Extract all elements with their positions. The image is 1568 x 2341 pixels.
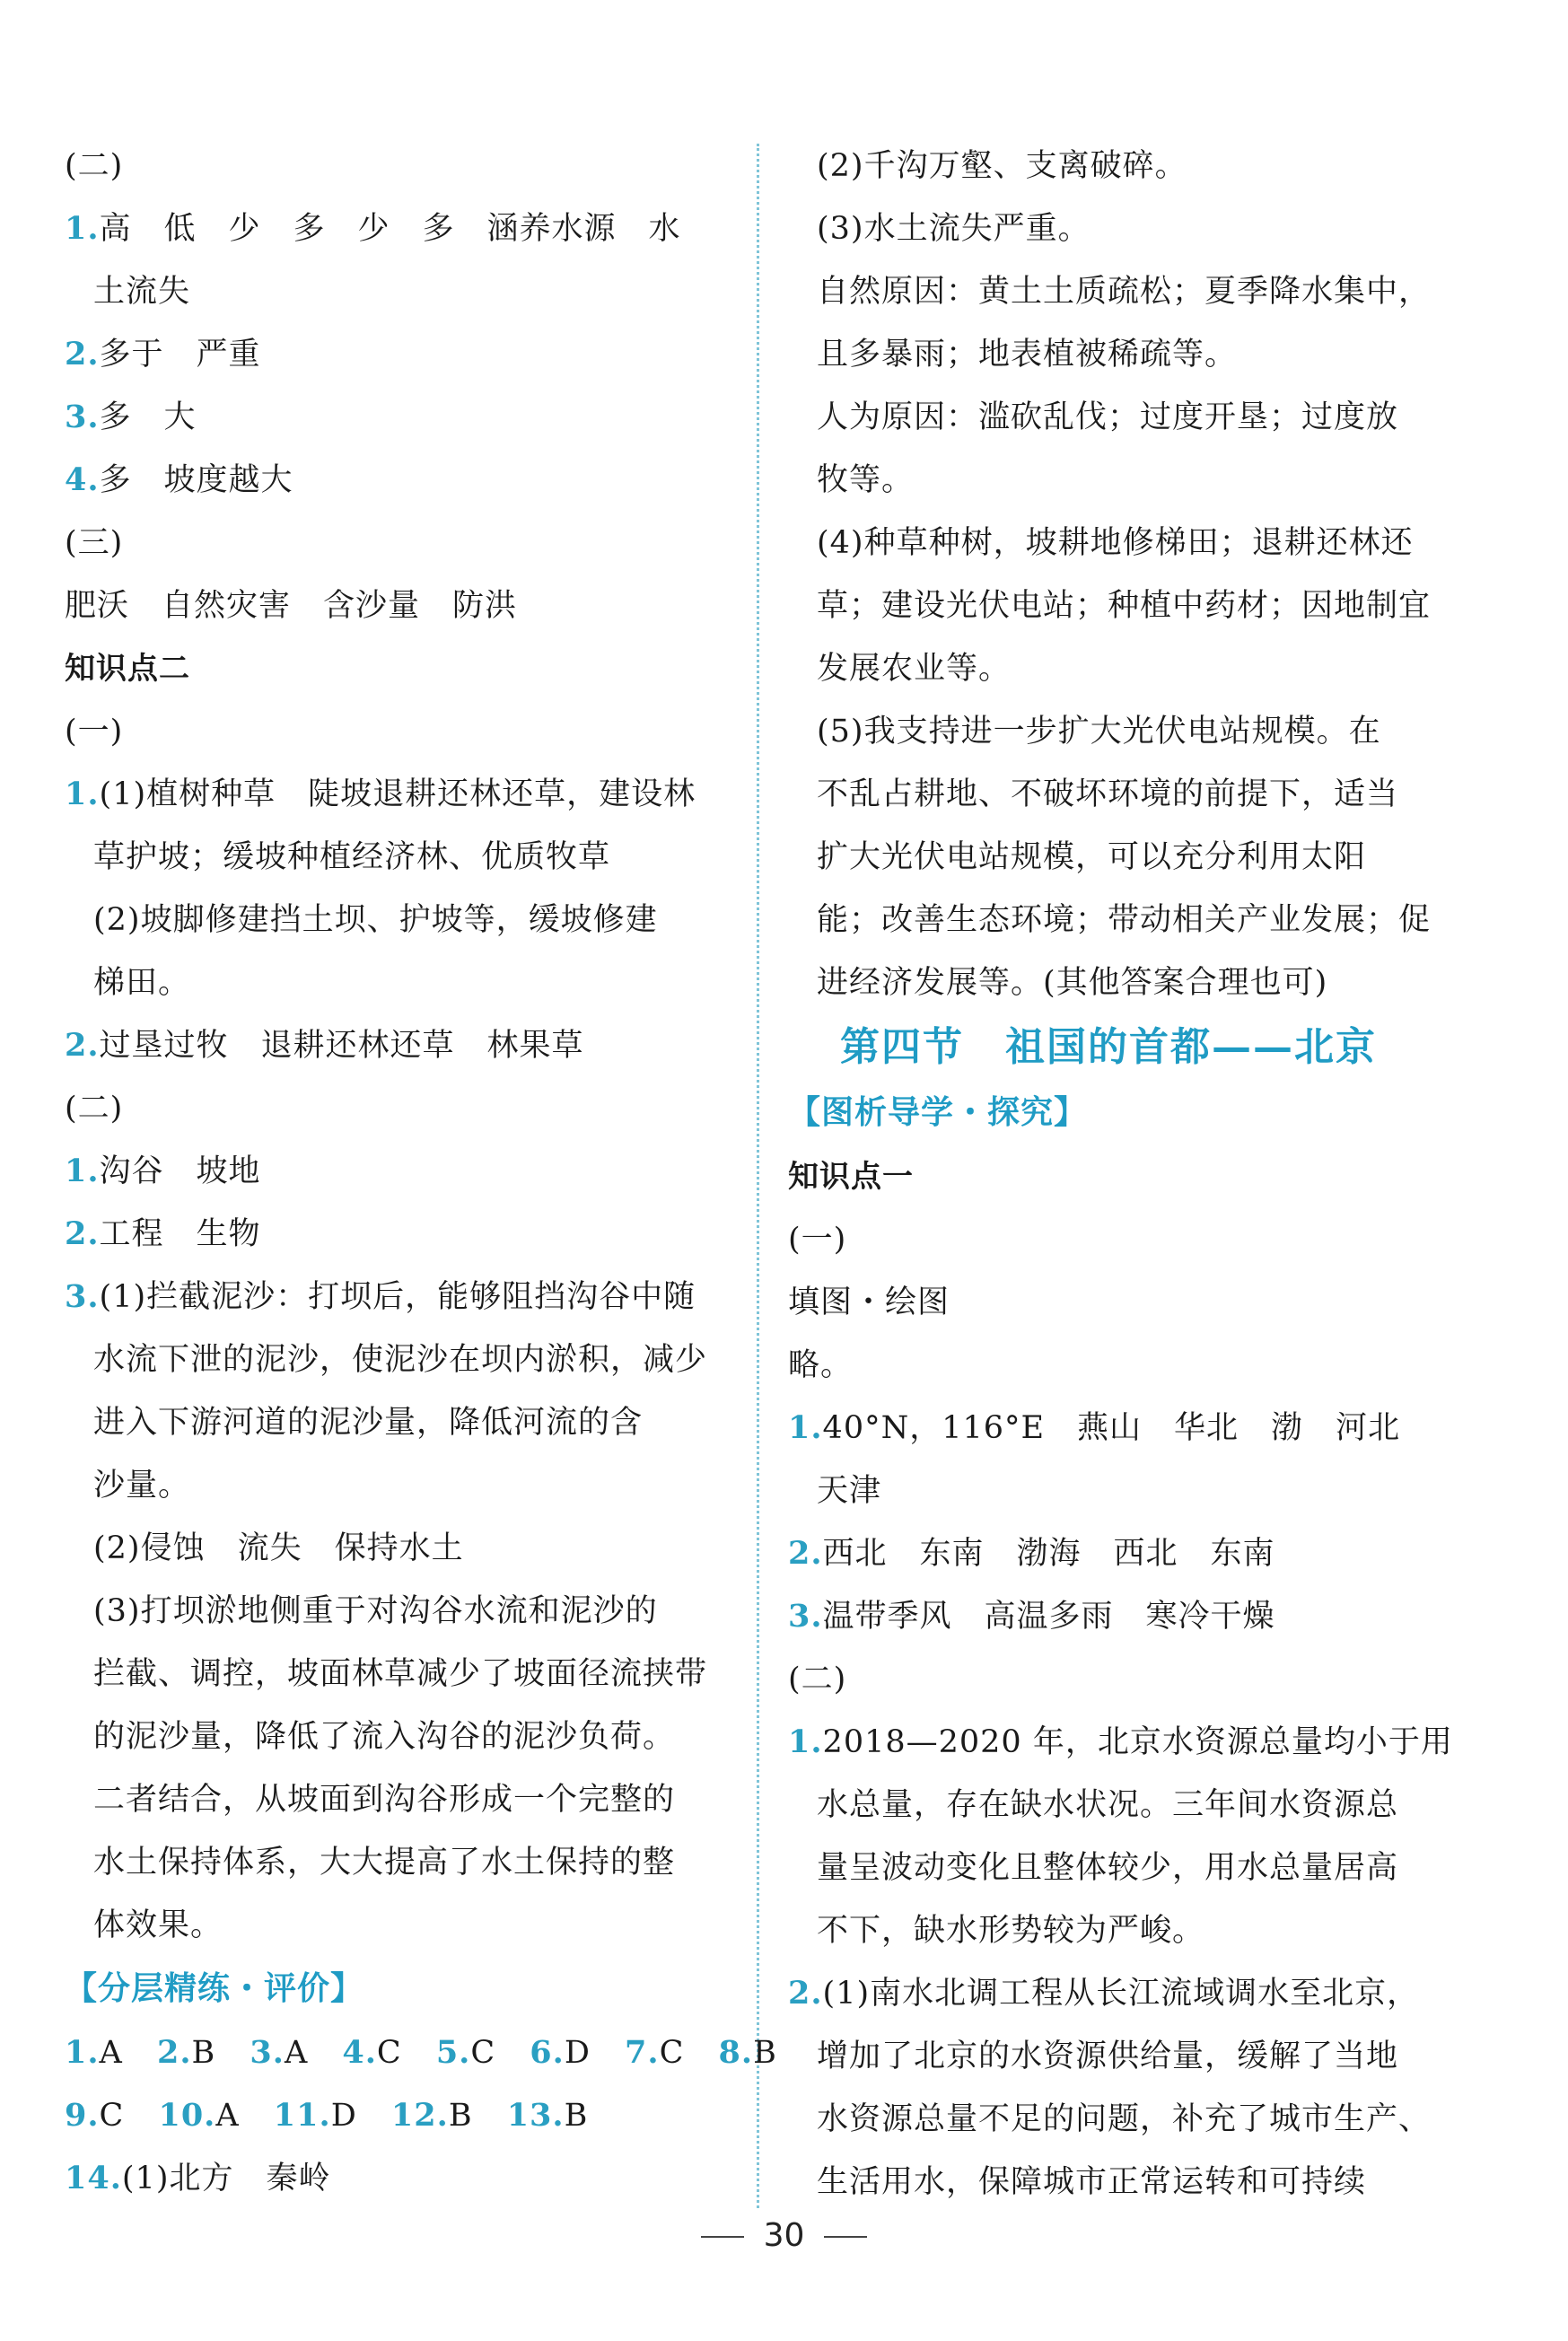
item-number: 2.: [788, 1535, 823, 1572]
answer-line: [65, 197, 729, 260]
left-column: [65, 135, 777, 2210]
answer-text: 温带季风 高温多雨 寒冷干燥: [822, 1599, 1275, 1635]
text-line: (2)坡脚修建挡土坝、护坡等，缓坡修建: [93, 902, 658, 938]
text-line: 人为原因：滥砍乱伐；过度开垦；过度放: [817, 399, 1399, 435]
answer-text: 40°N，116°E 燕山 华北 渤 河北: [822, 1410, 1401, 1446]
text-line: 扩大光伏电站规模，可以充分利用太阳: [817, 839, 1367, 875]
answer-line: [788, 1711, 1461, 1774]
text-line: 能；改善生态环境；带动相关产业发展；促: [817, 902, 1432, 938]
section-banner-study: 【图析导学・探究】: [788, 1094, 1088, 1131]
text-line: 生活用水，保障城市正常运转和可持续: [817, 2164, 1367, 2200]
text-line: 水土保持体系，大大提高了水土保持的整: [93, 1845, 676, 1881]
item-number: 3.: [65, 399, 100, 435]
text-line: 草；建设光伏电站；种植中药材；因地制宜: [817, 588, 1432, 624]
section-title: 第四节 祖国的首都——北京: [840, 1024, 1377, 1070]
section-banner-practice: 【分层精练・评价】: [65, 1970, 364, 2007]
text-line: (二): [65, 148, 124, 184]
text-line: (4)种草种树，坡耕地修梯田；退耕还林还: [817, 525, 1414, 561]
answer-text: 多 坡度越大: [99, 462, 293, 498]
answer-text: 过垦过牧 退耕还林还草 林果草: [99, 1028, 584, 1064]
answer-text: 高 低 少 多 少 多 涵养水源 水: [99, 211, 681, 247]
item-number: 9.: [65, 2097, 100, 2134]
text-line: (一): [788, 1222, 847, 1258]
text-line: (3)打坝淤地侧重于对沟谷水流和泥沙的: [93, 1593, 658, 1629]
item-number: 8.: [718, 2034, 754, 2071]
choice-answer: B: [191, 2035, 216, 2071]
choice-answer: B: [564, 2098, 589, 2134]
footer-dash-right: [824, 2236, 867, 2238]
item-number: 1.: [65, 1153, 100, 1189]
answer-line: [788, 1585, 1461, 1648]
text-line: 草护坡；缓坡种植经济林、优质牧草: [93, 839, 611, 875]
answer-text: 2018—2020 年，北京水资源总量均小于用: [822, 1724, 1453, 1760]
choice-answers-row-2: [65, 2084, 729, 2147]
answer-line: [65, 449, 729, 512]
text-line: 肥沃 自然灾害 含沙量 防洪: [65, 588, 518, 624]
item-number: 3.: [250, 2034, 285, 2071]
text-line: 沙量。: [93, 1468, 191, 1504]
text-line: (一): [65, 714, 124, 750]
item-number: 2.: [788, 1975, 823, 2012]
answer-line: [65, 1266, 729, 1328]
knowledge-point-heading: 知识点二: [65, 651, 190, 687]
text-line: 的泥沙量，降低了流入沟谷的泥沙负荷。: [93, 1719, 676, 1755]
text-line: 梯田。: [93, 965, 191, 1001]
text-line: (2)千沟万壑、支离破碎。: [817, 148, 1187, 184]
text-line: 自然原因：黄土土质疏松；夏季降水集中，: [817, 274, 1432, 310]
text-line: 土流失: [93, 274, 191, 310]
page-number: 30: [763, 2217, 805, 2254]
item-number: 4.: [342, 2034, 377, 2071]
text-line: (5)我支持进一步扩大光伏电站规模。在: [817, 714, 1381, 750]
choice-answer: B: [448, 2098, 473, 2134]
text-line: 体效果。: [93, 1907, 223, 1943]
choice-answer: B: [753, 2035, 777, 2071]
item-number: 13.: [506, 2097, 565, 2134]
item-number: 1.: [788, 1723, 823, 1760]
text-line: 增加了北京的水资源供给量，缓解了当地: [817, 2039, 1399, 2074]
text-line: 不乱占耕地、不破坏环境的前提下，适当: [817, 776, 1399, 812]
answer-line: [65, 763, 729, 826]
answer-text: 工程 生物: [99, 1216, 261, 1252]
knowledge-point-heading: 知识点一: [788, 1159, 914, 1195]
text-line: 填图・绘图: [788, 1284, 950, 1320]
choice-answer: A: [284, 2035, 309, 2071]
text-line: 量呈波动变化且整体较少，用水总量居高: [817, 1850, 1399, 1886]
text-line: 且多暴雨；地表植被稀疏等。: [817, 337, 1238, 373]
answer-line: [65, 1014, 729, 1077]
item-number: 3.: [65, 1278, 100, 1315]
choice-answer: A: [99, 2035, 123, 2071]
answer-text: 沟谷 坡地: [99, 1153, 261, 1189]
text-line: (2)侵蚀 流失 保持水土: [93, 1530, 464, 1566]
text-line: 拦截、调控，坡面林草减少了坡面径流挟带: [93, 1656, 708, 1692]
answer-line: [65, 386, 729, 449]
item-number: 2.: [65, 1215, 100, 1252]
answer-line: [788, 1522, 1461, 1585]
text-line: (3)水土流失严重。: [817, 211, 1091, 247]
item-number: 10.: [158, 2097, 216, 2134]
choice-answer: D: [330, 2098, 357, 2134]
item-number: 7.: [625, 2034, 660, 2071]
text-line: 水总量，存在缺水状况。三年间水资源总: [817, 1787, 1399, 1823]
item-number: 1.: [788, 1409, 823, 1446]
choice-answer: C: [376, 2035, 402, 2071]
choice-answer: A: [215, 2098, 240, 2134]
text-line: 进入下游河道的泥沙量，降低河流的含: [93, 1405, 644, 1441]
item-number: 6.: [530, 2034, 565, 2071]
item-number: 2.: [156, 2034, 192, 2071]
answer-text: (1)植树种草 陡坡退耕还林还草，建设林: [99, 776, 696, 812]
item-number: 11.: [273, 2097, 331, 2134]
answer-line: [65, 2147, 729, 2210]
answer-line: [65, 1140, 729, 1203]
text-line: 进经济发展等。(其他答案合理也可): [817, 965, 1328, 1001]
text-line: 牧等。: [817, 462, 915, 498]
choice-answer: C: [659, 2035, 685, 2071]
footer-dash-left: [701, 2236, 744, 2238]
item-number: 1.: [65, 776, 100, 812]
text-line: 水流下泄的泥沙，使泥沙在坝内淤积，减少: [93, 1342, 708, 1378]
choice-answer: C: [99, 2098, 125, 2134]
column-divider: [757, 144, 759, 2208]
text-line: 天津: [817, 1473, 882, 1509]
text-line: 略。: [788, 1347, 854, 1383]
item-number: 2.: [65, 1027, 100, 1064]
item-number: 3.: [788, 1598, 823, 1635]
choice-answers-row-1: [65, 2021, 777, 2084]
answer-line: [788, 1397, 1461, 1460]
page-footer: [0, 2217, 1568, 2254]
answer-line: [65, 323, 729, 386]
item-number: 4.: [65, 461, 100, 498]
answer-text: (1)拦截泥沙：打坝后，能够阻挡沟谷中随: [99, 1279, 696, 1315]
answer-text: 多 大: [99, 399, 197, 435]
item-number: 1.: [65, 2034, 100, 2071]
item-number: 12.: [390, 2097, 449, 2134]
choice-answer: D: [564, 2035, 591, 2071]
text-line: (二): [788, 1661, 847, 1697]
answer-text: (1)南水北调工程从长江流域调水至北京，: [822, 1976, 1420, 2012]
right-column: [788, 135, 1461, 2214]
answer-line: [788, 1962, 1461, 2025]
answer-text: 西北 东南 渤海 西北 东南: [822, 1536, 1275, 1572]
answer-text: (1)北方 秦岭: [121, 2161, 331, 2196]
item-number: 2.: [65, 336, 100, 373]
text-line: 发展农业等。: [817, 651, 1012, 687]
answer-text: 多于 严重: [99, 337, 261, 373]
item-number: 1.: [65, 210, 100, 247]
text-line: (二): [65, 1091, 124, 1127]
choice-answer: C: [470, 2035, 496, 2071]
answer-line: [65, 1203, 729, 1266]
item-number: 14.: [65, 2160, 122, 2196]
item-number: 5.: [435, 2034, 471, 2071]
text-line: 不下，缺水形势较为严峻。: [817, 1913, 1205, 1949]
text-line: 水资源总量不足的问题，补充了城市生产、: [817, 2101, 1432, 2137]
text-line: 二者结合，从坡面到沟谷形成一个完整的: [93, 1782, 676, 1818]
text-line: (三): [65, 525, 124, 561]
